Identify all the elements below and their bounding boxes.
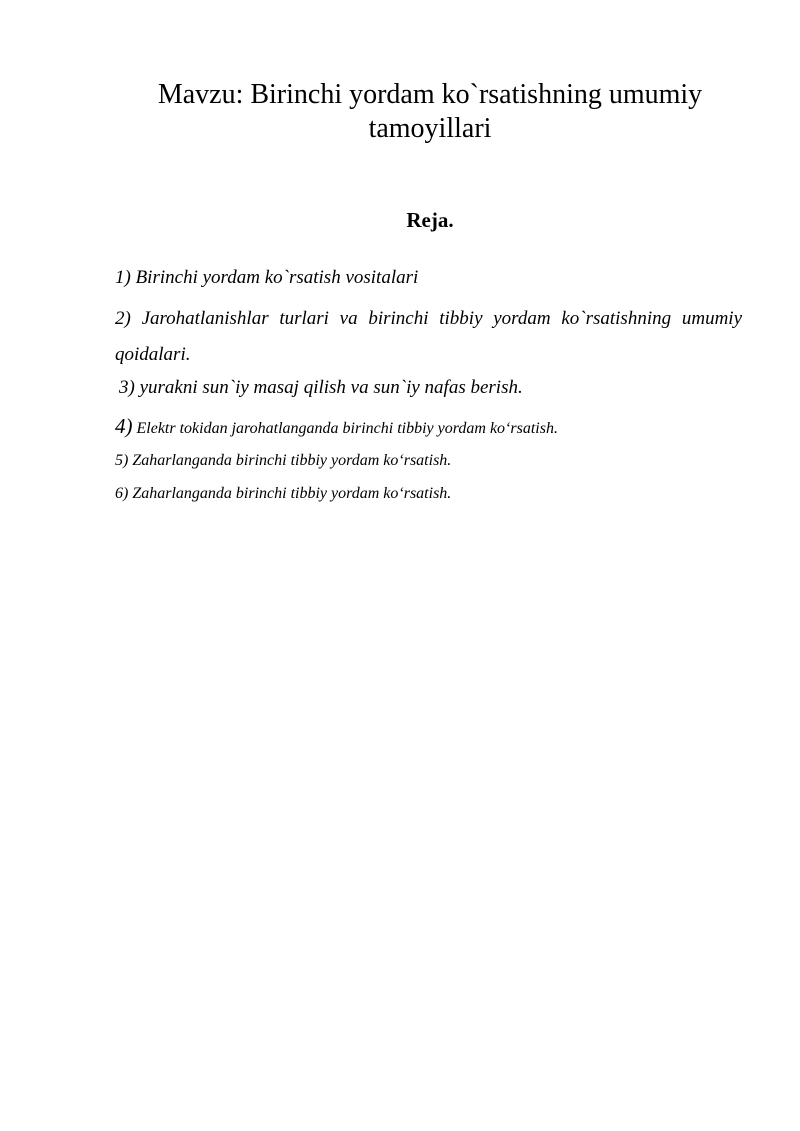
- plan-item-text: Elektr tokidan jarohatlanganda birinchi tibbiy yordam ko‘rsatish.: [136, 420, 558, 437]
- plan-heading: Reja.: [406, 208, 454, 232]
- plan-item-4: [115, 413, 742, 442]
- plan-item-2: [115, 301, 742, 373]
- plan-item-3: [115, 375, 746, 401]
- plan-item-text: Zaharlanganda birinchi tibbiy yordam ko‘rsatish.: [132, 485, 452, 502]
- plan-item-number: 3): [119, 377, 135, 398]
- plan-item-text: Birinchi yordam ko`rsatish vositalari: [135, 267, 419, 288]
- plan-item-number: 6): [115, 485, 129, 502]
- plan-item-6: [115, 483, 742, 505]
- plan-item-5: [115, 450, 742, 472]
- document-title: Mavzu: Birinchi yordam ko`rsatishning umumiy tamoyillari: [157, 79, 703, 144]
- plan-item-text: Zaharlanganda birinchi tibbiy yordam ko‘rsatish.: [132, 452, 452, 469]
- plan-item-number: 4): [115, 414, 133, 438]
- plan-item-text: Jarohatlanishlar turlari va birinchi tibbiy yordam ko`rsatishning umumiy qoidalari.: [115, 308, 742, 365]
- plan-item-number: 5): [115, 452, 129, 469]
- plan-item-text: yurakni sun`iy masaj qilish va sun`iy nafas berish.: [139, 377, 523, 398]
- plan-item-number: 2): [115, 308, 131, 329]
- plan-item-number: 1): [115, 267, 131, 288]
- plan-item-1: [115, 265, 742, 291]
